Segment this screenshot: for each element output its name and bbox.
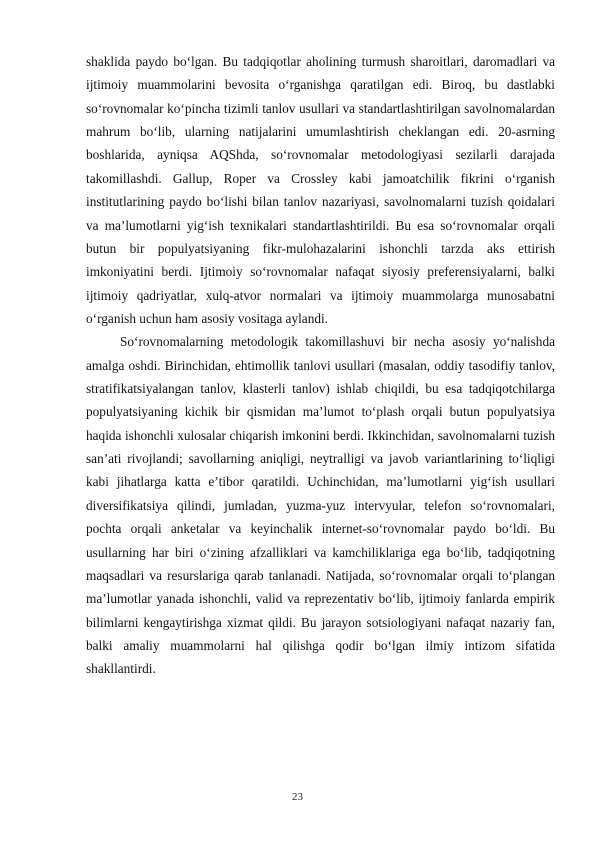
body-text	[86, 50, 555, 681]
page-number: 23	[292, 791, 303, 803]
paragraph-continuation: shaklida paydo boʻlgan. Bu tadqiqotlar aholining turmush sharoitlari, daromadlari va ijtimoiy muammolarini bevosita oʻrganishga qaratilgan edi. Biroq, bu dastlabki soʻrovnomalar koʻpincha tizimli tanlov usullari va standartlashtirilgan savolnomalardan mahrum boʻlib, ularning natijalarini umumlashtirish cheklangan edi. 20-asrning boshlarida, ayniqsa AQShda, soʻrovnomalar metodologiyasi sezilarli darajada takomillashdi. Gallup, Roper va Crossley kabi jamoatchilik fikrini oʻrganish institutlarining paydo boʻlishi bilan tanlov nazariyasi, savolnomalarni tuzish qoidalari va maʼlumotlarni yigʻish texnikalari standartlashtirildi. Bu esa soʻrovnomalar orqali butun bir populyatsiyaning fikr-mulohazalarini ishonchli tarzda aks ettirish imkoniyatini berdi. Ijtimoiy soʻrovnomalar nafaqat siyosiy preferensiyalarni, balki ijtimoiy qadriyatlar, xulq-atvor normalari va ijtimoiy muammolarga munosabatni oʻrganish uchun ham asosiy vositaga aylandi.	[86, 54, 555, 326]
paragraph-methodology: Soʻrovnomalarning metodologik takomillashuvi bir necha asosiy yoʻnalishda amalga oshdi. Birinchidan, ehtimollik tanlovi usullari (masalan, oddiy tasodifiy tanlov, stratifikatsiyalangan tanlov, klasterli tanlov) ishlab chiqildi, bu esa tadqiqotchilarga populyatsiyaning kichik bir qismidan maʼlumot toʻplash orqali butun populyatsiya haqida ishonchli xulosalar chiqarish imkonini berdi. Ikkinchidan, savolnomalarni tuzish sanʼati rivojlandi; savollarning aniqligi, neytralligi va javob variantlarining toʻliqligi kabi jihatlarga katta eʼtibor qaratildi. Uchinchidan, maʼlumotlarni yigʻish usullari diversifikatsiya qilindi, jumladan, yuzma-yuz intervyular, telefon soʻrovnomalari, pochta orqali anketalar va keyinchalik internet-soʻrovnomalar paydo boʻldi. Bu usullarning har biri oʻzining afzalliklari va kamchiliklariga ega boʻlib, tadqiqotning maqsadlari va resurslariga qarab tanlanadi. Natijada, soʻrovnomalar orqali toʻplangan maʼlumotlar yanada ishonchli, valid va reprezentativ boʻlib, ijtimoiy fanlarda empirik bilimlarni kengaytirishga xizmat qildi. Bu jarayon sotsiologiyani nafaqat nazariy fan, balki amaliy muammolarni hal qilishga qodir boʻlgan ilmiy intizom sifatida shakllantirdi.	[86, 334, 555, 677]
